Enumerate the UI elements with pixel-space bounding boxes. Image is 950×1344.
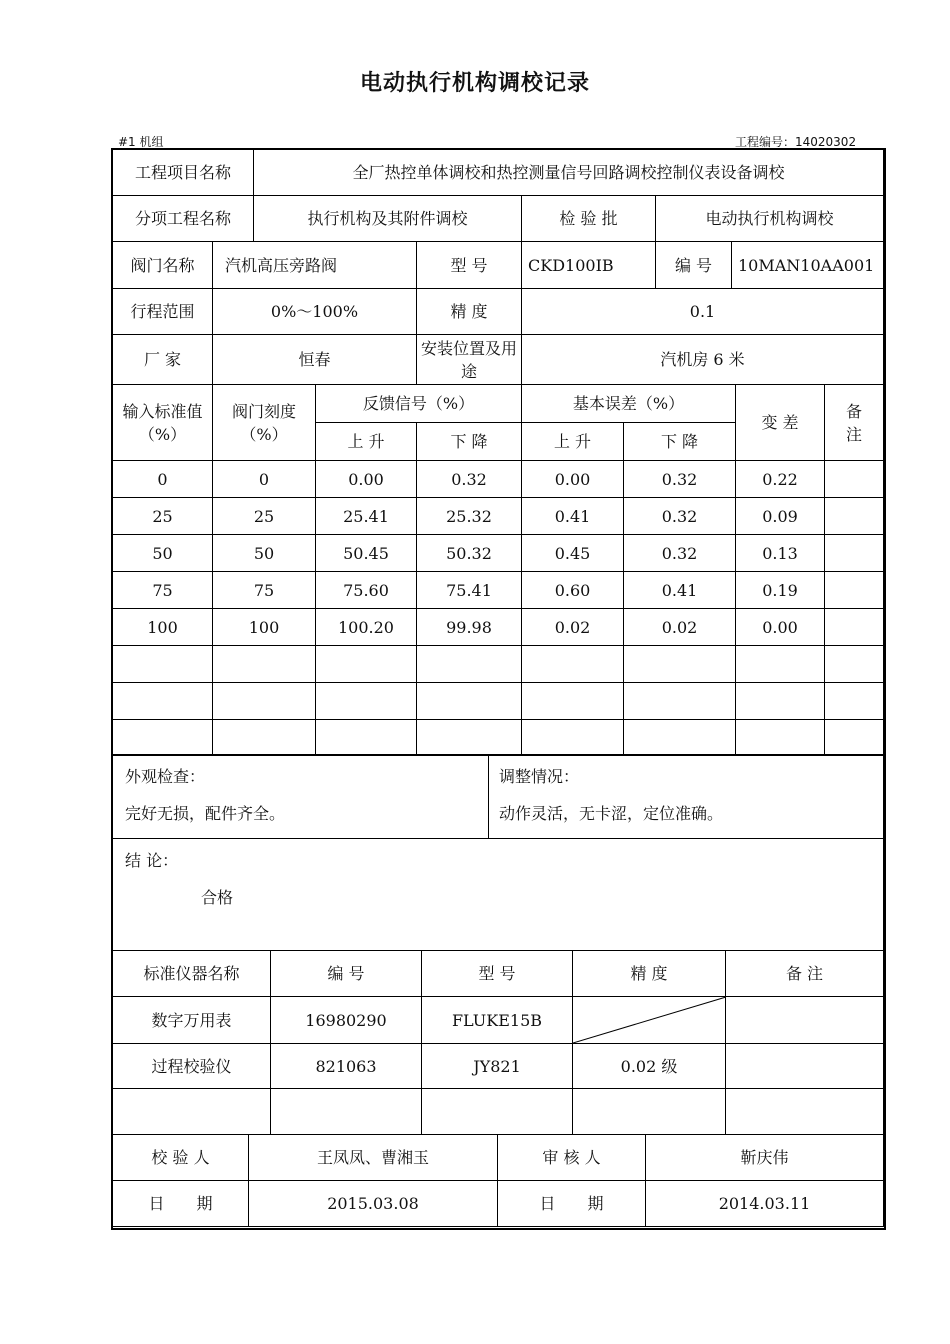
cell-input (113, 646, 213, 683)
header-instrument-no: 编 号 (271, 951, 422, 997)
table-row (113, 498, 884, 535)
cell-feedback-down: 0.32 (417, 461, 522, 498)
cell-variation: 0.00 (736, 609, 825, 646)
cell-feedback-down (417, 683, 522, 720)
model-value: CKD100IB (522, 242, 656, 289)
cell-error-up: 0.02 (522, 609, 624, 646)
cell-variation (736, 720, 825, 756)
location-label: 安装位置及用途 (417, 335, 522, 385)
project-name-label: 工程项目名称 (113, 150, 254, 196)
cell-feedback-up: 50.45 (316, 535, 417, 572)
cell-scale (213, 646, 316, 683)
maker-value: 恒春 (213, 335, 417, 385)
cell-instrument-model (422, 1089, 573, 1135)
table-row (113, 572, 884, 609)
cell-variation: 0.22 (736, 461, 825, 498)
cell-feedback-down: 25.32 (417, 498, 522, 535)
cell-error-down (624, 646, 736, 683)
conclusion-value: 合格 (201, 888, 234, 907)
cell-error-up (522, 720, 624, 756)
cell-note (825, 461, 884, 498)
accuracy-label: 精 度 (417, 289, 522, 335)
cell-note (825, 572, 884, 609)
diagonal-strike (573, 997, 726, 1043)
cell-instrument-name (113, 1089, 271, 1135)
cell-feedback-down (417, 646, 522, 683)
cell-feedback-down: 75.41 (417, 572, 522, 609)
cell-error-down (624, 720, 736, 756)
adjustment-cell (489, 755, 884, 839)
cell-feedback-down (417, 720, 522, 756)
cell-scale: 25 (213, 498, 316, 535)
cell-instrument-accuracy (573, 997, 726, 1044)
cell-scale: 0 (213, 461, 316, 498)
cell-feedback-up: 75.60 (316, 572, 417, 609)
table-row (113, 609, 884, 646)
header-instrument-model: 型 号 (422, 951, 573, 997)
cell-error-down: 0.41 (624, 572, 736, 609)
cell-variation (736, 683, 825, 720)
cell-note (825, 720, 884, 756)
header-valve-scale: 阀门刻度（%） (213, 385, 316, 461)
reviewer-value: 靳庆伟 (646, 1135, 884, 1181)
cell-error-down: 0.32 (624, 461, 736, 498)
cell-input (113, 720, 213, 756)
range-label: 行程范围 (113, 289, 213, 335)
cell-input: 75 (113, 572, 213, 609)
batch-value: 电动执行机构调校 (656, 196, 884, 242)
header-instrument-name: 标准仪器名称 (113, 951, 271, 997)
unit-label: #1 机组 (118, 135, 164, 149)
model-label: 型 号 (417, 242, 522, 289)
subproject-label: 分项工程名称 (113, 196, 254, 242)
table-row (113, 1044, 884, 1089)
cell-feedback-up: 25.41 (316, 498, 417, 535)
project-number: 工程编号：14020302 (735, 135, 857, 149)
cell-note (825, 683, 884, 720)
header-feedback-up: 上 升 (316, 423, 417, 461)
valve-table (112, 241, 884, 385)
number-value: 10MAN10AA001 (732, 242, 884, 289)
cell-instrument-accuracy (573, 1089, 726, 1135)
cell-scale: 100 (213, 609, 316, 646)
table-row (113, 461, 884, 498)
cell-instrument-model: FLUKE15B (422, 997, 573, 1044)
table-row (113, 997, 884, 1044)
cell-instrument-note (726, 1044, 884, 1089)
conclusion-label: 结 论： (125, 851, 179, 870)
cell-error-down (624, 683, 736, 720)
header-feedback-down: 下 降 (417, 423, 522, 461)
header-input-standard: 输入标准值（%） (113, 385, 213, 461)
date-label: 日 期 (113, 1181, 249, 1227)
cell-input: 0 (113, 461, 213, 498)
header-basic-error: 基本误差（%） (522, 385, 736, 423)
cell-feedback-up (316, 683, 417, 720)
range-value: 0%～100% (213, 289, 417, 335)
header-error-down: 下 降 (624, 423, 736, 461)
header-instrument-accuracy: 精 度 (573, 951, 726, 997)
table-row (113, 683, 884, 720)
cell-feedback-up (316, 720, 417, 756)
cell-instrument-no: 16980290 (271, 997, 422, 1044)
cell-note (825, 498, 884, 535)
cell-variation: 0.09 (736, 498, 825, 535)
valve-name-label: 阀门名称 (113, 242, 213, 289)
cell-scale (213, 683, 316, 720)
cell-error-up: 0.00 (522, 461, 624, 498)
cell-scale: 50 (213, 535, 316, 572)
cell-instrument-note (726, 1089, 884, 1135)
cell-note (825, 535, 884, 572)
cell-feedback-down: 99.98 (417, 609, 522, 646)
batch-label: 检 验 批 (522, 196, 656, 242)
project-name-value: 全厂热控单体调校和热控测量信号回路调校控制仪表设备调校 (254, 150, 884, 196)
cell-feedback-down: 50.32 (417, 535, 522, 572)
adjustment-value: 动作灵活，无卡涩，定位准确。 (499, 804, 724, 823)
instrument-table (112, 950, 884, 1135)
cell-feedback-up: 100.20 (316, 609, 417, 646)
appearance-cell (113, 755, 489, 839)
inspection-table (112, 754, 884, 951)
cell-input: 100 (113, 609, 213, 646)
cell-scale: 75 (213, 572, 316, 609)
table-row (113, 1089, 884, 1135)
cell-variation (736, 646, 825, 683)
cell-error-up (522, 646, 624, 683)
cell-note (825, 609, 884, 646)
project-info-table (112, 149, 884, 196)
cell-instrument-no (271, 1089, 422, 1135)
document-title: 电动执行机构调校记录 (359, 71, 590, 96)
cell-error-down: 0.32 (624, 535, 736, 572)
header-instrument-note: 备 注 (726, 951, 884, 997)
cell-scale (213, 720, 316, 756)
signature-table (112, 1134, 884, 1227)
cell-feedback-up: 0.00 (316, 461, 417, 498)
cell-instrument-name: 过程校验仪 (113, 1044, 271, 1089)
appearance-value: 完好无损，配件齐全。 (125, 804, 286, 823)
conclusion-cell (113, 839, 884, 951)
subproject-value: 执行机构及其附件调校 (254, 196, 522, 242)
cell-input: 50 (113, 535, 213, 572)
table-row (113, 646, 884, 683)
number-label: 编 号 (656, 242, 732, 289)
cell-instrument-no: 821063 (271, 1044, 422, 1089)
table-row (113, 720, 884, 756)
checker-label: 校 验 人 (113, 1135, 249, 1181)
cell-error-up (522, 683, 624, 720)
cell-error-up: 0.45 (522, 535, 624, 572)
maker-label: 厂 家 (113, 335, 213, 385)
adjustment-label: 调整情况： (499, 767, 580, 786)
cell-error-up: 0.41 (522, 498, 624, 535)
cell-variation: 0.19 (736, 572, 825, 609)
table-row (113, 535, 884, 572)
accuracy-value: 0.1 (522, 289, 884, 335)
reviewer-label: 审 核 人 (498, 1135, 646, 1181)
cell-note (825, 646, 884, 683)
location-value: 汽机房 6 米 (522, 335, 884, 385)
header-note: 备注 (825, 385, 884, 461)
cell-instrument-accuracy: 0.02 级 (573, 1044, 726, 1089)
cell-instrument-note (726, 997, 884, 1044)
measurement-table (112, 384, 884, 756)
cell-input: 25 (113, 498, 213, 535)
header-feedback-signal: 反馈信号（%） (316, 385, 522, 423)
subproject-table (112, 195, 884, 242)
cell-instrument-name: 数字万用表 (113, 997, 271, 1044)
review-date-label: 日 期 (498, 1181, 646, 1227)
header-variation: 变 差 (736, 385, 825, 461)
header-error-up: 上 升 (522, 423, 624, 461)
cell-feedback-up (316, 646, 417, 683)
cell-instrument-model: JY821 (422, 1044, 573, 1089)
date-value: 2015.03.08 (249, 1181, 498, 1227)
cell-input (113, 683, 213, 720)
valve-name-value: 汽机高压旁路阀 (213, 242, 417, 289)
appearance-label: 外观检查： (125, 767, 206, 786)
cell-error-down: 0.32 (624, 498, 736, 535)
cell-error-down: 0.02 (624, 609, 736, 646)
cell-error-up: 0.60 (522, 572, 624, 609)
checker-value: 王凤凤、曹湘玉 (249, 1135, 498, 1181)
review-date-value: 2014.03.11 (646, 1181, 884, 1227)
cell-variation: 0.13 (736, 535, 825, 572)
